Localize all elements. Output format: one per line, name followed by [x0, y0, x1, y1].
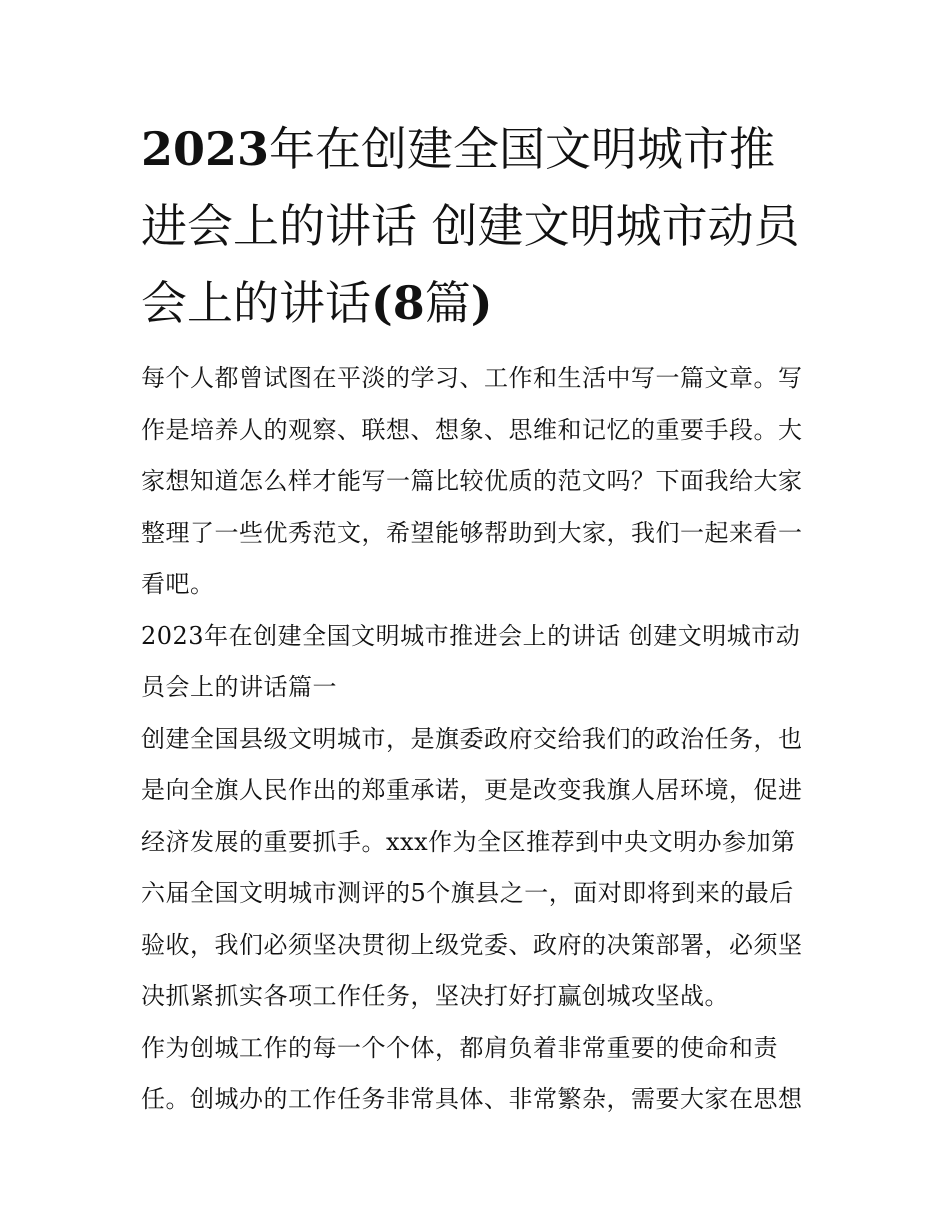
document-title [141, 111, 813, 342]
section-heading: 2023年在创建全国文明城市推进会上的讲话 创建文明城市动员会上的讲话篇一 [141, 621, 801, 701]
title-year: 2023 [141, 122, 270, 176]
title-count-unit: 篇 [424, 276, 471, 330]
title-text-main: 年在创建全国文明城市推进会上的讲话 创建文明城市动员会上的讲话 [141, 122, 800, 330]
intro-paragraph: 每个人都曾试图在平淡的学习、工作和生活中写一篇文章。写作是培养人的观察、联想、想象、思维和记忆的重要手段。大家想知道怎么样才能写一篇比较优质的范文吗？下面我给大家整理了一些优秀范文，希望能够帮助到大家，我们一起来看一看吧。 [141, 364, 803, 598]
body-paragraph: 作为创城工作的每一个个体，都肩负着非常重要的使命和责任。创城办的工作任务非常具体、非常繁杂，需要大家在思想 [141, 1033, 803, 1113]
document-body [141, 111, 813, 1126]
body-paragraph: 创建全国县级文明城市，是旗委政府交给我们的政治任务，也是向全旗人民作出的郑重承诺，更是改变我旗人居环境，促进经济发展的重要抓手。xxx作为全区推荐到中央文明办参加第六届全国文明城市测评的5个旗县之一，面对即将到来的最后验收，我们必须坚决贯彻上级党委、政府的决策部署，必须坚决抓紧抓实各项工作任务，坚决打好打赢创城攻坚战。 [141, 724, 803, 1010]
title-count: (8 [371, 276, 425, 330]
title-close-paren: ) [470, 276, 493, 330]
